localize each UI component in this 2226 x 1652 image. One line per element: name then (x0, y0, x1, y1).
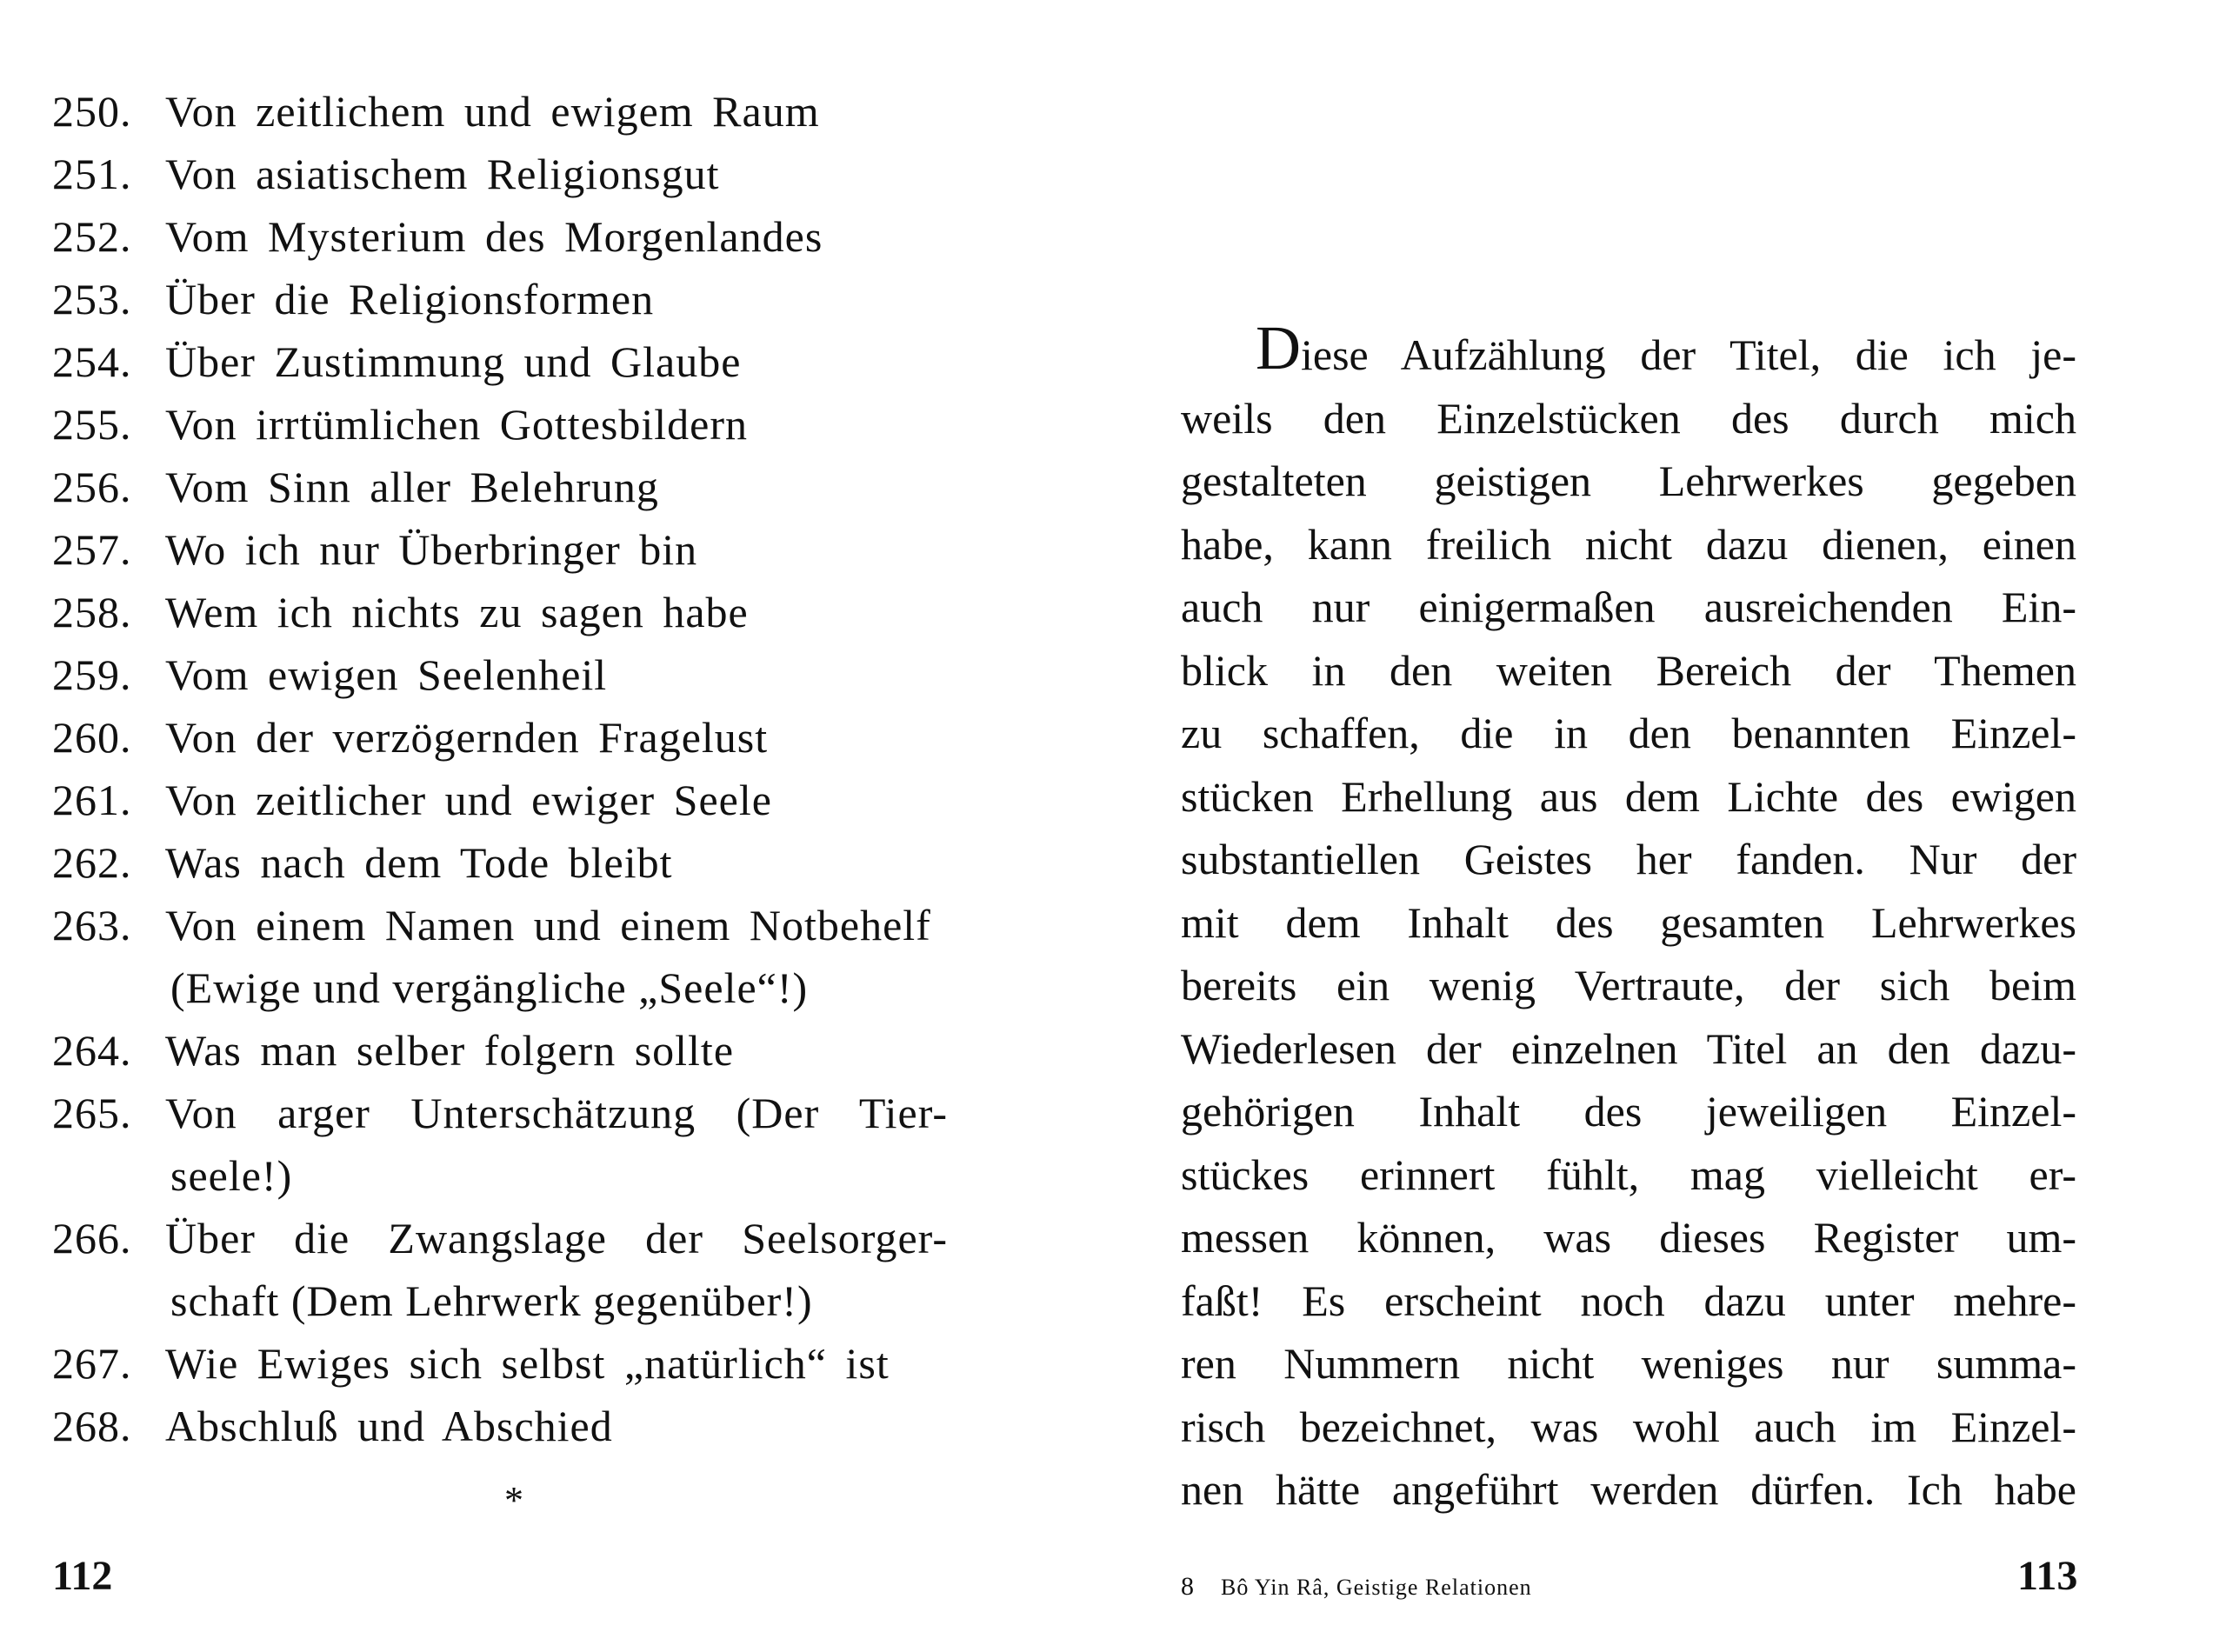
list-item (52, 1019, 991, 1082)
page-number-left: 112 (52, 1553, 113, 1599)
item-number: 255. (52, 400, 132, 449)
signature-number: 8 (1181, 1572, 1195, 1601)
item-title: Was man selber folgern sollte (165, 1026, 735, 1075)
item-number: 263. (52, 901, 132, 949)
list-item (52, 205, 991, 268)
item-title: Vom Mysterium des Morgenlandes (165, 212, 823, 261)
list-item (52, 831, 991, 894)
paragraph-line: auch nur einigermaßen ausreichenden Ein- (1181, 583, 2076, 631)
list-item (52, 1207, 991, 1269)
item-title: Wem ich nichts zu sagen habe (165, 588, 749, 636)
item-number: 259. (52, 650, 132, 699)
item-title: Von asiatischem Religionsgut (165, 150, 720, 198)
paragraph-line: nen hätte angeführt werden dürfen. Ich habe (1181, 1465, 2076, 1514)
list-item (52, 1082, 991, 1144)
item-title-continuation: seele!) (170, 1151, 293, 1200)
item-number: 251. (52, 150, 132, 198)
item-title: Von der verzögernden Fragelust (165, 713, 769, 762)
paragraph-line: faßt! Es erscheint noch dazu unter mehre- (1181, 1276, 2076, 1325)
paragraph-first-line (1181, 313, 2076, 387)
item-title: Wie Ewiges sich selbst „natürlich“ ist (165, 1339, 890, 1388)
item-title: Von irrtümlichen Gottesbildern (165, 400, 748, 449)
item-number: 262. (52, 838, 132, 887)
paragraph-line: gehörigen Inhalt des jeweiligen Einzel- (1181, 1087, 2076, 1136)
list-item (52, 769, 991, 831)
list-item (52, 581, 991, 643)
list-item (52, 1395, 991, 1457)
paragraph-line: substantiellen Geistes her fanden. Nur der (1181, 835, 2076, 883)
item-number: 256. (52, 463, 132, 511)
list-item (52, 643, 991, 706)
paragraph-line: mit dem Inhalt des gesamten Lehrwerkes (1181, 897, 2076, 947)
list-item (52, 518, 991, 581)
item-number: 268. (52, 1402, 132, 1450)
paragraph-line: messen können, was dieses Register um- (1181, 1213, 2076, 1262)
paragraph-line: ren Nummern nicht weniges nur summa- (1181, 1339, 2076, 1388)
item-title: Von zeitlichem und ewigem Raum (165, 87, 820, 136)
item-title: Wo ich nur Überbringer bin (165, 525, 698, 574)
drop-cap: D (1256, 313, 1301, 383)
item-number: 265. (52, 1089, 132, 1137)
left-page-title-list (52, 80, 991, 1457)
right-page-paragraph (1181, 313, 2076, 1522)
item-title: Über Zustimmung und Glaube (165, 337, 742, 386)
paragraph-line: zu schaffen, die in den benannten Einzel- (1181, 709, 2076, 757)
paragraph-line: iese Aufzählung der Titel, die ich je- (1301, 330, 2076, 379)
item-title: Über die Zwangslage der Seelsorger- (165, 1214, 948, 1262)
list-item (52, 894, 991, 956)
paragraph-line: Wiederlesen der einzelnen Titel an den dazu- (1181, 1023, 2076, 1073)
item-title: Abschluß und Abschied (165, 1402, 613, 1450)
paragraph-line: risch bezeichnet, was wohl auch im Einzel- (1181, 1402, 2076, 1451)
paragraph-line: weils den Einzelstücken des durch mich (1181, 393, 2076, 443)
item-title: Was nach dem Tode bleibt (165, 838, 673, 887)
item-title: Vom Sinn aller Belehrung (165, 463, 659, 511)
page-number-right: 113 (2017, 1553, 2078, 1599)
list-item (52, 268, 991, 330)
item-title: Über die Religionsformen (165, 275, 655, 323)
item-number: 253. (52, 275, 132, 323)
list-item (52, 80, 991, 143)
signature-text: Bô Yin Râ, Geistige Relationen (1221, 1575, 1532, 1600)
list-item (52, 1332, 991, 1395)
item-number: 266. (52, 1214, 132, 1262)
item-number: 264. (52, 1026, 132, 1075)
item-title-continuation: schaft (Dem Lehrwerk gegenüber!) (170, 1276, 813, 1325)
item-number: 260. (52, 713, 132, 762)
paragraph-line: stücken Erhellung aus dem Lichte des ewigen (1181, 771, 2076, 821)
list-item (52, 393, 991, 456)
list-item (52, 330, 991, 393)
printer-signature (1181, 1572, 1532, 1602)
item-number: 254. (52, 337, 132, 386)
item-number: 261. (52, 776, 132, 824)
paragraph-line: habe, kann freilich nicht dazu dienen, einen (1181, 519, 2076, 569)
item-title: Von zeitlicher und ewiger Seele (165, 776, 772, 824)
paragraph-line: stückes erinnert fühlt, mag vielleicht er- (1181, 1149, 2076, 1199)
item-number: 252. (52, 212, 132, 261)
list-item (52, 456, 991, 518)
list-item (52, 706, 991, 769)
item-title: Von einem Namen und einem Notbehelf (165, 901, 931, 949)
paragraph-line: gestalteten geistigen Lehrwerkes gegeben (1181, 456, 2076, 505)
item-title: Vom ewigen Seelenheil (165, 650, 608, 699)
item-number: 257. (52, 525, 132, 574)
item-number: 267. (52, 1339, 132, 1388)
item-title-continuation: (Ewige und vergängliche „Seele“!) (170, 963, 809, 1012)
item-number: 258. (52, 588, 132, 636)
item-title: Von arger Unterschätzung (Der Tier- (165, 1089, 948, 1137)
item-number: 250. (52, 87, 132, 136)
section-asterisk: * (504, 1479, 523, 1522)
list-item (52, 143, 991, 205)
paragraph-line: bereits ein wenig Vertraute, der sich beim (1181, 961, 2076, 1009)
paragraph-line: blick in den weiten Bereich der Themen (1181, 645, 2076, 695)
